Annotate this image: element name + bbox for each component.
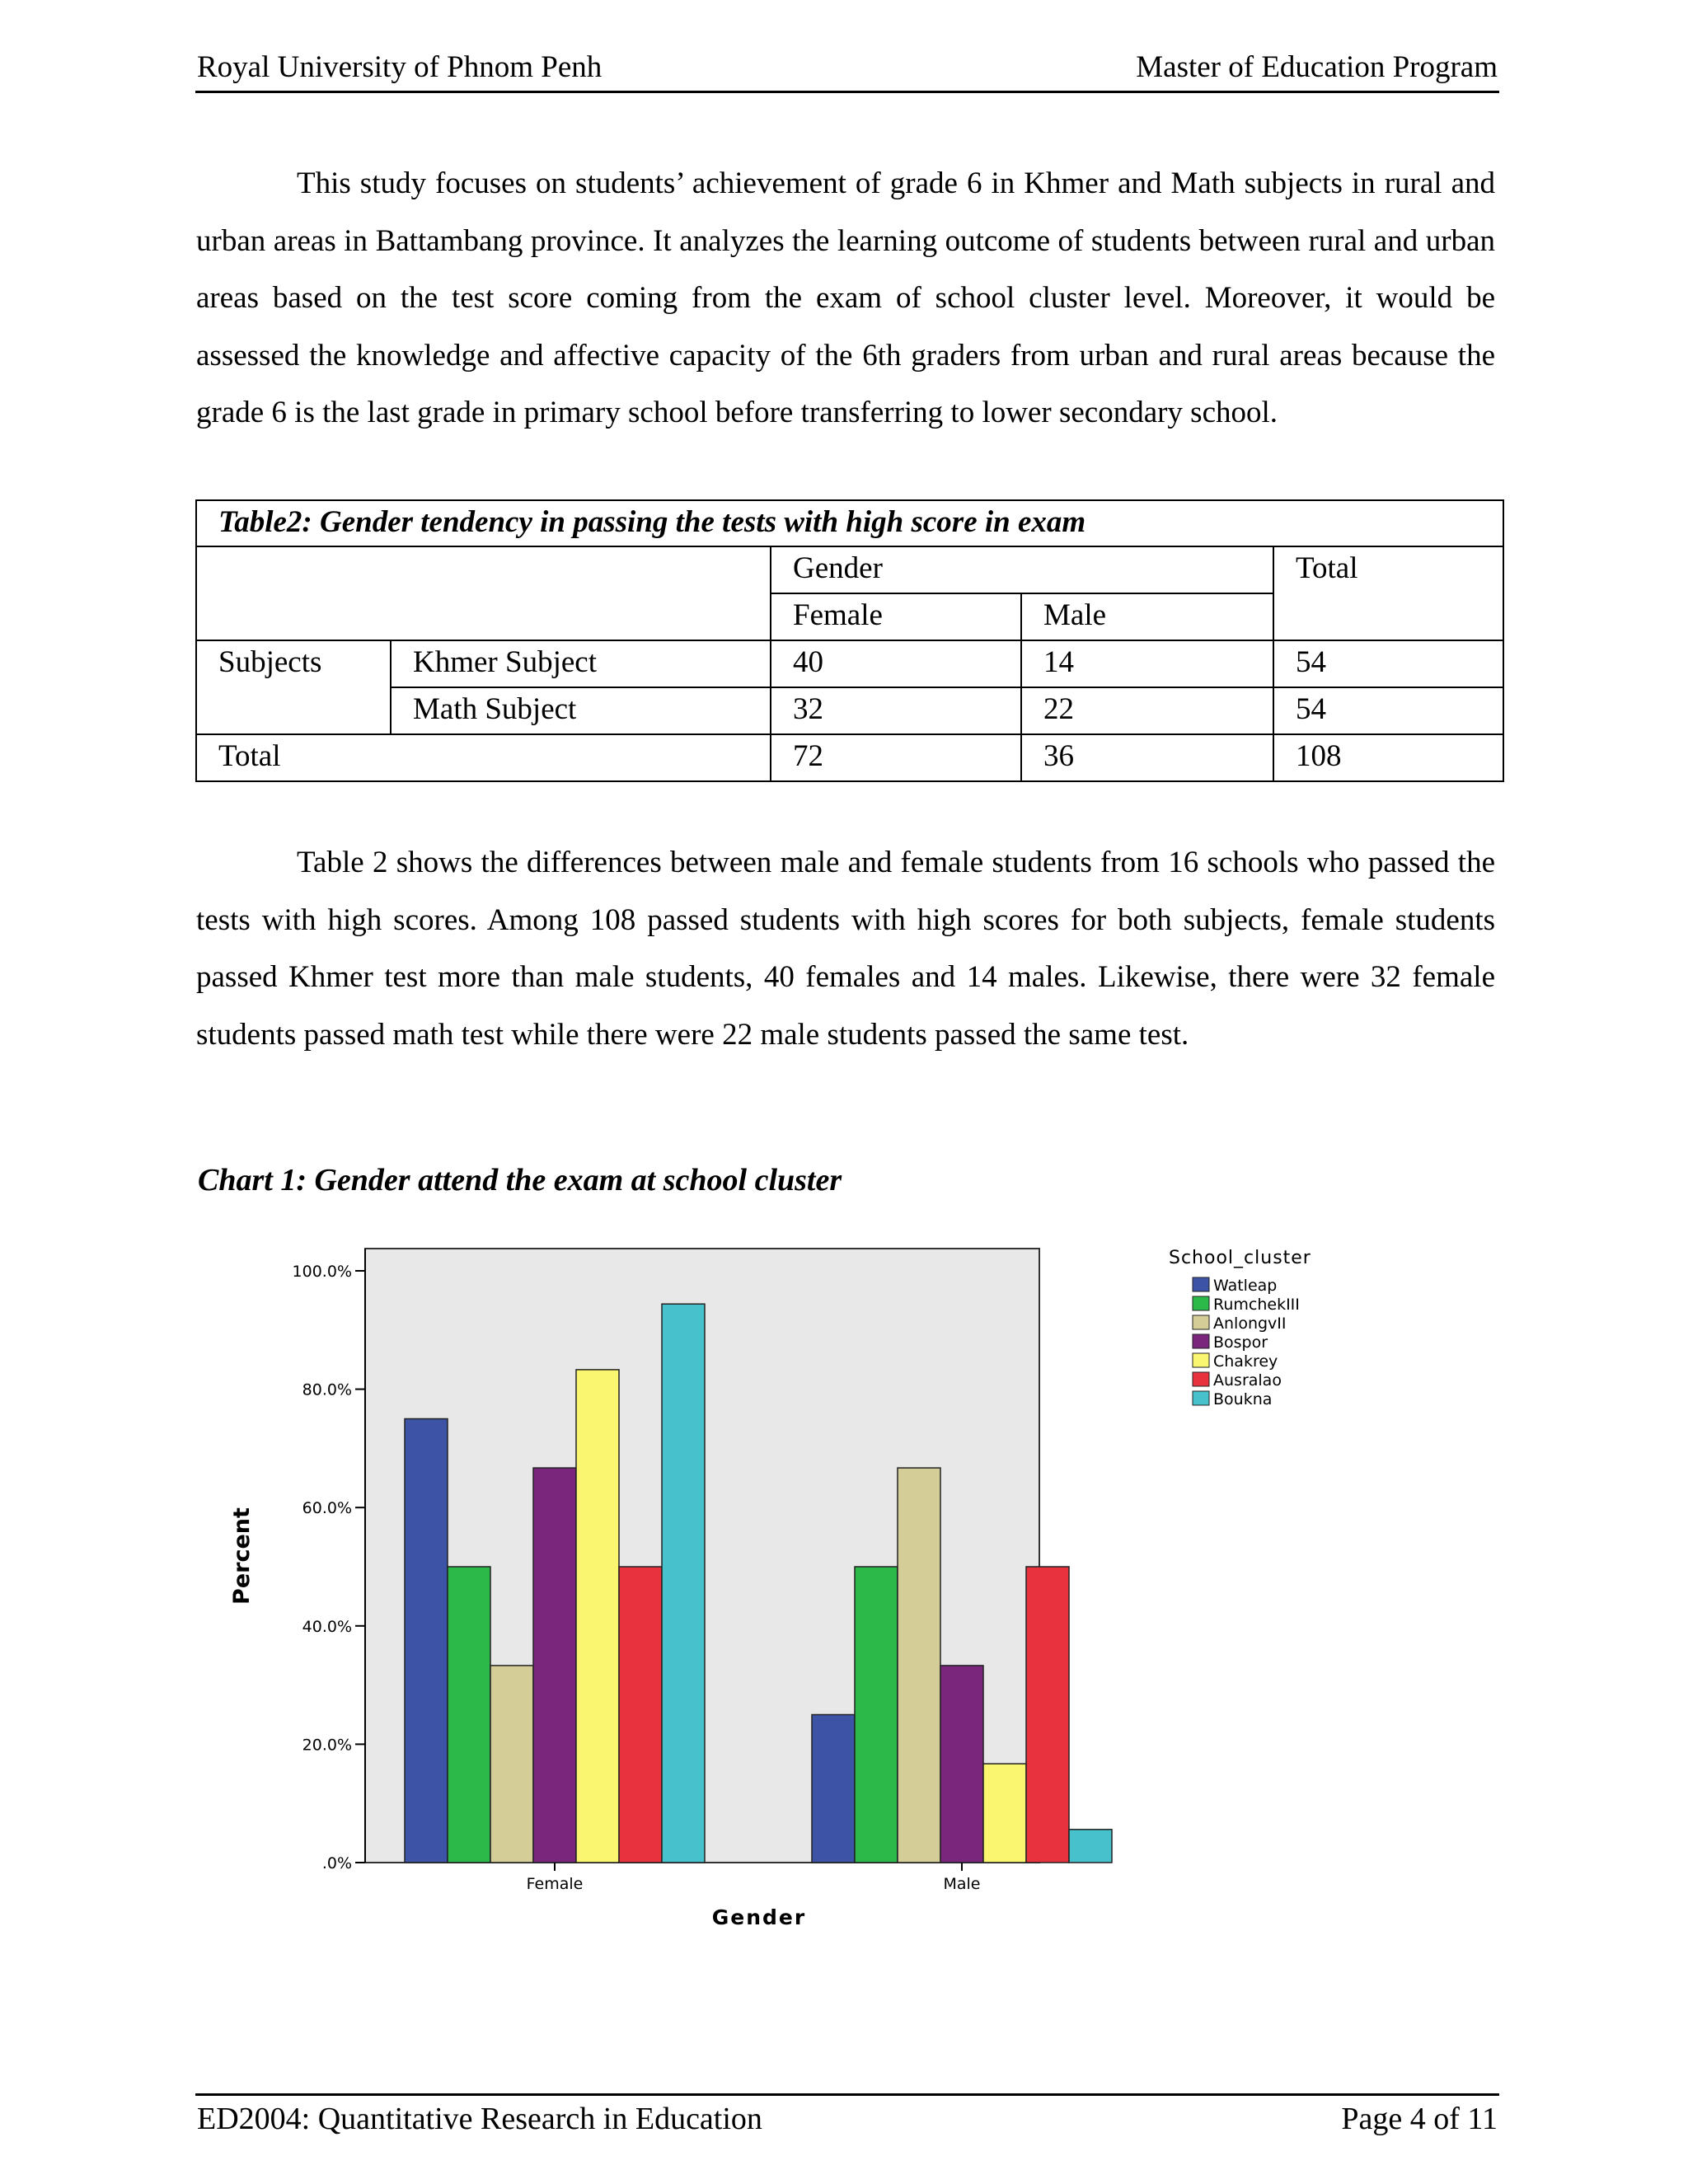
legend-item: Ausralao [1213, 1371, 1282, 1390]
footer-course: ED2004: Quantitative Research in Education [197, 2102, 762, 2136]
table-discussion-paragraph [196, 834, 1495, 1063]
bar-female-watleap [405, 1419, 448, 1863]
table-total-header: Total [1273, 546, 1503, 640]
legend-swatch [1193, 1315, 1209, 1329]
bar-female-anlongvii [490, 1666, 533, 1863]
legend-item: Bospor [1213, 1333, 1268, 1352]
intro-paragraph [196, 155, 1495, 442]
table-empty-corner [196, 546, 771, 640]
x-ticks [527, 1863, 981, 1893]
table-row [196, 640, 1503, 687]
legend-swatch [1193, 1353, 1209, 1367]
bar-male-rumchekiii [855, 1567, 898, 1863]
legend-swatch [1193, 1391, 1209, 1405]
table-total-female: 72 [771, 734, 1021, 781]
chart-legend [1193, 1277, 1300, 1408]
chart-title: Chart 1: Gender attend the exam at school cluster [198, 1163, 842, 1197]
table-row-label: Khmer Subject [391, 640, 771, 687]
y-axis-label: Percent [229, 1507, 255, 1605]
table-row [196, 687, 1503, 734]
table-gender-header: Gender [771, 546, 1273, 593]
table-total-all: 108 [1273, 734, 1503, 781]
bar-female-chakrey [576, 1370, 619, 1863]
bar-male-anlongvii [898, 1468, 940, 1863]
y-tick-label: 60.0% [302, 1499, 352, 1518]
legend-item: RumchekIII [1213, 1296, 1300, 1314]
bar-male-bospor [940, 1666, 983, 1863]
table-discussion-text: Table 2 shows the differences between male and female students from 16 schools who passed the tests with high scores. Among 108 passed students with high scores for both subjects, female students passed Khmer test more than male students, 40 females and 14 males. Likewise, there were 32 female students passed math test while there were 22 male students passed the same test. [196, 846, 1495, 1052]
bar-male-boukna [1069, 1830, 1112, 1863]
legend-swatch [1193, 1277, 1209, 1291]
table-total-male: 36 [1021, 734, 1273, 781]
y-tick-label: .0% [321, 1854, 352, 1872]
y-ticks [293, 1263, 365, 1872]
y-tick-label: 40.0% [302, 1617, 352, 1636]
bar-female-bospor [533, 1468, 576, 1863]
table-cell-male: 22 [1021, 687, 1273, 734]
y-tick-label: 20.0% [302, 1736, 352, 1755]
bar-female-ausralao [619, 1567, 662, 1863]
legend-swatch [1193, 1296, 1209, 1310]
legend-swatch [1193, 1334, 1209, 1348]
table-female-header: Female [771, 593, 1021, 640]
page-footer [195, 2093, 1499, 2142]
table-cell-total: 54 [1273, 640, 1503, 687]
x-axis-label: Gender [711, 1905, 807, 1929]
legend-item: Chakrey [1213, 1352, 1278, 1371]
table-cell-male: 14 [1021, 640, 1273, 687]
x-tick-label: Female [526, 1875, 584, 1893]
legend-item: Watleap [1213, 1277, 1278, 1295]
x-tick-label: Male [943, 1875, 981, 1893]
header-institution: Royal University of Phnom Penh [197, 50, 603, 84]
table-total-row [196, 734, 1503, 781]
bar-male-ausralao [1026, 1567, 1069, 1863]
bar-male-chakrey [983, 1764, 1026, 1863]
y-tick-label: 100.0% [292, 1263, 352, 1281]
bar-male-watleap [812, 1715, 855, 1863]
gender-bar-chart [214, 1240, 1368, 1966]
legend-title: School_cluster [1169, 1248, 1311, 1268]
y-tick-label: 80.0% [302, 1380, 352, 1399]
legend-item: AnlongvII [1213, 1315, 1287, 1333]
intro-paragraph-text: This study focuses on students’ achievement of grade 6 in Khmer and Math subjects in rural and urban areas in Battambang province. It analyzes the learning outcome of students between rural and urban areas based on the test score coming from the exam of school cluster level. Moreover, it would be assessed the knowledge and affective capacity of the 6th graders from urban and rural areas because the grade 6 is the last grade in primary school before transferring to lower secondary school. [196, 166, 1495, 429]
table-subjects-label: Subjects [196, 640, 391, 734]
legend-item: Boukna [1213, 1390, 1273, 1408]
table-male-header: Male [1021, 593, 1273, 640]
footer-page-number: Page 4 of 11 [1341, 2102, 1498, 2136]
table-cell-female: 32 [771, 687, 1021, 734]
bar-female-rumchekiii [448, 1567, 490, 1863]
bar-female-boukna [662, 1304, 705, 1863]
header-program: Master of Education Program [1136, 50, 1498, 84]
gender-table [195, 499, 1504, 782]
table-total-label: Total [196, 734, 771, 781]
table-cell-total: 54 [1273, 687, 1503, 734]
table-cell-female: 40 [771, 640, 1021, 687]
table-row-label: Math Subject [391, 687, 771, 734]
page-header [195, 48, 1499, 93]
legend-swatch [1193, 1372, 1209, 1386]
table-caption: Table2: Gender tendency in passing the tests with high score in exam [196, 500, 1503, 546]
